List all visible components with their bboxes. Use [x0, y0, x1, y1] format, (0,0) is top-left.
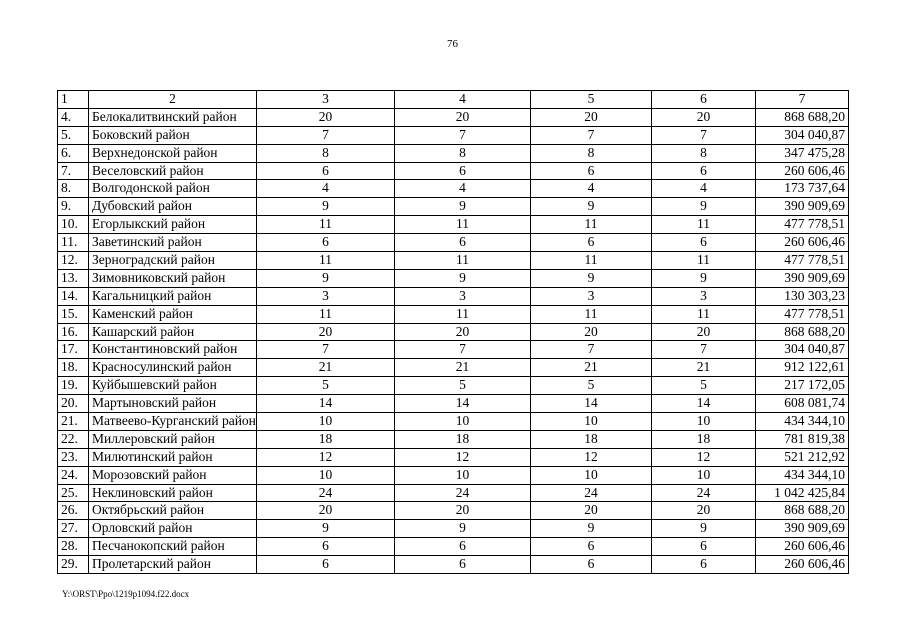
- value-col-3: 7: [257, 341, 395, 359]
- value-col-6: 20: [652, 323, 756, 341]
- value-col-4: 9: [395, 269, 531, 287]
- row-number: 8.: [58, 180, 89, 198]
- value-col-6: 3: [652, 287, 756, 305]
- value-col-4: 6: [395, 538, 531, 556]
- row-number: 11.: [58, 234, 89, 252]
- district-name: Зерноградский район: [89, 252, 257, 270]
- district-name: Орловский район: [89, 520, 257, 538]
- value-col-3: 8: [257, 144, 395, 162]
- value-col-4: 11: [395, 216, 531, 234]
- amount-col-7: 477 778,51: [756, 216, 849, 234]
- value-col-5: 9: [531, 520, 652, 538]
- value-col-6: 14: [652, 395, 756, 413]
- amount-col-7: 390 909,69: [756, 520, 849, 538]
- row-number: 26.: [58, 502, 89, 520]
- district-name: Кашарский район: [89, 323, 257, 341]
- column-number-3: 3: [257, 91, 395, 109]
- value-col-5: 11: [531, 252, 652, 270]
- district-name: Миллеровский район: [89, 430, 257, 448]
- value-col-3: 24: [257, 484, 395, 502]
- district-name: Пролетарский район: [89, 556, 257, 574]
- value-col-6: 6: [652, 162, 756, 180]
- value-col-4: 9: [395, 198, 531, 216]
- district-name: Октябрьский район: [89, 502, 257, 520]
- row-number: 5.: [58, 126, 89, 144]
- table-row: [58, 323, 849, 341]
- value-col-6: 10: [652, 413, 756, 431]
- value-col-5: 21: [531, 359, 652, 377]
- district-name: Куйбышевский район: [89, 377, 257, 395]
- column-number-6: 6: [652, 91, 756, 109]
- row-number: 16.: [58, 323, 89, 341]
- row-number: 21.: [58, 413, 89, 431]
- district-name: Веселовский район: [89, 162, 257, 180]
- table-row: [58, 144, 849, 162]
- table-row: [58, 466, 849, 484]
- value-col-5: 9: [531, 269, 652, 287]
- district-name: Неклиновский район: [89, 484, 257, 502]
- value-col-4: 10: [395, 466, 531, 484]
- value-col-5: 9: [531, 198, 652, 216]
- table-row: [58, 538, 849, 556]
- table-row: [58, 180, 849, 198]
- column-number-4: 4: [395, 91, 531, 109]
- value-col-4: 11: [395, 305, 531, 323]
- value-col-3: 18: [257, 430, 395, 448]
- district-name: Зимовниковский район: [89, 269, 257, 287]
- value-col-4: 3: [395, 287, 531, 305]
- value-col-5: 6: [531, 234, 652, 252]
- table-row: [58, 198, 849, 216]
- value-col-6: 7: [652, 126, 756, 144]
- value-col-3: 5: [257, 377, 395, 395]
- district-table: [57, 90, 849, 574]
- value-col-4: 20: [395, 108, 531, 126]
- amount-col-7: 260 606,46: [756, 234, 849, 252]
- value-col-6: 12: [652, 448, 756, 466]
- row-number: 14.: [58, 287, 89, 305]
- value-col-5: 8: [531, 144, 652, 162]
- value-col-6: 4: [652, 180, 756, 198]
- row-number: 9.: [58, 198, 89, 216]
- value-col-4: 7: [395, 126, 531, 144]
- value-col-5: 3: [531, 287, 652, 305]
- value-col-3: 11: [257, 252, 395, 270]
- value-col-3: 9: [257, 198, 395, 216]
- amount-col-7: 868 688,20: [756, 323, 849, 341]
- value-col-5: 14: [531, 395, 652, 413]
- table-row: [58, 269, 849, 287]
- column-number-7: 7: [756, 91, 849, 109]
- value-col-4: 12: [395, 448, 531, 466]
- value-col-3: 9: [257, 520, 395, 538]
- value-col-5: 12: [531, 448, 652, 466]
- value-col-3: 3: [257, 287, 395, 305]
- amount-col-7: 347 475,28: [756, 144, 849, 162]
- district-name: Константиновский район: [89, 341, 257, 359]
- row-number: 27.: [58, 520, 89, 538]
- value-col-5: 6: [531, 162, 652, 180]
- amount-col-7: 477 778,51: [756, 252, 849, 270]
- value-col-3: 11: [257, 216, 395, 234]
- table-row: [58, 413, 849, 431]
- amount-col-7: 390 909,69: [756, 269, 849, 287]
- value-col-6: 5: [652, 377, 756, 395]
- value-col-3: 6: [257, 538, 395, 556]
- table-row: [58, 341, 849, 359]
- amount-col-7: 304 040,87: [756, 126, 849, 144]
- value-col-6: 11: [652, 305, 756, 323]
- value-col-3: 20: [257, 502, 395, 520]
- value-col-4: 21: [395, 359, 531, 377]
- amount-col-7: 130 303,23: [756, 287, 849, 305]
- table-row: [58, 448, 849, 466]
- row-number: 18.: [58, 359, 89, 377]
- value-col-6: 10: [652, 466, 756, 484]
- value-col-3: 6: [257, 234, 395, 252]
- amount-col-7: 477 778,51: [756, 305, 849, 323]
- value-col-4: 20: [395, 323, 531, 341]
- amount-col-7: 260 606,46: [756, 556, 849, 574]
- value-col-4: 9: [395, 520, 531, 538]
- amount-col-7: 260 606,46: [756, 538, 849, 556]
- table-row: [58, 556, 849, 574]
- table-row: [58, 305, 849, 323]
- value-col-4: 10: [395, 413, 531, 431]
- amount-col-7: 868 688,20: [756, 502, 849, 520]
- value-col-6: 20: [652, 108, 756, 126]
- row-number: 19.: [58, 377, 89, 395]
- amount-col-7: 217 172,05: [756, 377, 849, 395]
- amount-col-7: 390 909,69: [756, 198, 849, 216]
- value-col-5: 10: [531, 466, 652, 484]
- amount-col-7: 260 606,46: [756, 162, 849, 180]
- value-col-5: 6: [531, 538, 652, 556]
- district-name: Волгодонской район: [89, 180, 257, 198]
- row-number: 23.: [58, 448, 89, 466]
- amount-col-7: 608 081,74: [756, 395, 849, 413]
- value-col-5: 4: [531, 180, 652, 198]
- table-row: [58, 162, 849, 180]
- value-col-4: 18: [395, 430, 531, 448]
- row-number: 15.: [58, 305, 89, 323]
- value-col-5: 20: [531, 108, 652, 126]
- amount-col-7: 173 737,64: [756, 180, 849, 198]
- value-col-4: 7: [395, 341, 531, 359]
- value-col-5: 10: [531, 413, 652, 431]
- value-col-6: 6: [652, 556, 756, 574]
- value-col-3: 20: [257, 323, 395, 341]
- value-col-6: 18: [652, 430, 756, 448]
- value-col-6: 20: [652, 502, 756, 520]
- value-col-6: 11: [652, 216, 756, 234]
- column-number-2: 2: [89, 91, 257, 109]
- table-row: [58, 216, 849, 234]
- column-number-5: 5: [531, 91, 652, 109]
- column-number-1: 1: [58, 91, 89, 109]
- value-col-4: 6: [395, 162, 531, 180]
- value-col-3: 4: [257, 180, 395, 198]
- value-col-6: 9: [652, 198, 756, 216]
- district-name: Егорлыкский район: [89, 216, 257, 234]
- row-number: 7.: [58, 162, 89, 180]
- value-col-5: 24: [531, 484, 652, 502]
- district-name: Морозовский район: [89, 466, 257, 484]
- table-body: [58, 91, 849, 574]
- value-col-5: 7: [531, 341, 652, 359]
- value-col-4: 11: [395, 252, 531, 270]
- value-col-3: 12: [257, 448, 395, 466]
- page-number: 76: [447, 38, 458, 50]
- table-row: [58, 234, 849, 252]
- value-col-5: 20: [531, 323, 652, 341]
- amount-col-7: 434 344,10: [756, 466, 849, 484]
- district-name: Боковский район: [89, 126, 257, 144]
- value-col-3: 9: [257, 269, 395, 287]
- amount-col-7: 434 344,10: [756, 413, 849, 431]
- value-col-5: 5: [531, 377, 652, 395]
- footer-file-path: Y:\ORST\Ppo\1219p1094.f22.docx: [62, 589, 190, 599]
- district-name: Матвеево-Курганский район: [89, 413, 257, 431]
- value-col-4: 4: [395, 180, 531, 198]
- value-col-4: 24: [395, 484, 531, 502]
- value-col-6: 9: [652, 269, 756, 287]
- value-col-6: 6: [652, 234, 756, 252]
- table-row: [58, 484, 849, 502]
- row-number: 20.: [58, 395, 89, 413]
- value-col-3: 14: [257, 395, 395, 413]
- value-col-4: 6: [395, 556, 531, 574]
- value-col-4: 14: [395, 395, 531, 413]
- value-col-3: 7: [257, 126, 395, 144]
- table-row: [58, 520, 849, 538]
- value-col-3: 10: [257, 413, 395, 431]
- row-number: 25.: [58, 484, 89, 502]
- value-col-3: 6: [257, 162, 395, 180]
- value-col-6: 8: [652, 144, 756, 162]
- value-col-4: 5: [395, 377, 531, 395]
- amount-col-7: 781 819,38: [756, 430, 849, 448]
- table-row: [58, 502, 849, 520]
- value-col-5: 7: [531, 126, 652, 144]
- row-number: 13.: [58, 269, 89, 287]
- table-row: [58, 126, 849, 144]
- district-name: Дубовский район: [89, 198, 257, 216]
- district-name: Красносулинский район: [89, 359, 257, 377]
- value-col-4: 8: [395, 144, 531, 162]
- district-name: Заветинский район: [89, 234, 257, 252]
- amount-col-7: 1 042 425,84: [756, 484, 849, 502]
- value-col-3: 11: [257, 305, 395, 323]
- table-row: [58, 252, 849, 270]
- value-col-5: 11: [531, 216, 652, 234]
- value-col-6: 11: [652, 252, 756, 270]
- district-name: Каменский район: [89, 305, 257, 323]
- value-col-3: 10: [257, 466, 395, 484]
- value-col-6: 21: [652, 359, 756, 377]
- value-col-6: 24: [652, 484, 756, 502]
- table-row: [58, 395, 849, 413]
- table-row: [58, 377, 849, 395]
- value-col-5: 6: [531, 556, 652, 574]
- row-number: 24.: [58, 466, 89, 484]
- value-col-3: 6: [257, 556, 395, 574]
- district-name: Белокалитвинский район: [89, 108, 257, 126]
- row-number: 6.: [58, 144, 89, 162]
- table-row: [58, 287, 849, 305]
- amount-col-7: 912 122,61: [756, 359, 849, 377]
- row-number: 10.: [58, 216, 89, 234]
- value-col-6: 7: [652, 341, 756, 359]
- amount-col-7: 304 040,87: [756, 341, 849, 359]
- table-row: [58, 430, 849, 448]
- table-row: [58, 359, 849, 377]
- value-col-3: 21: [257, 359, 395, 377]
- value-col-4: 6: [395, 234, 531, 252]
- district-name: Кагальницкий район: [89, 287, 257, 305]
- row-number: 22.: [58, 430, 89, 448]
- row-number: 29.: [58, 556, 89, 574]
- district-name: Верхнедонской район: [89, 144, 257, 162]
- row-number: 17.: [58, 341, 89, 359]
- row-number: 28.: [58, 538, 89, 556]
- row-number: 12.: [58, 252, 89, 270]
- value-col-5: 18: [531, 430, 652, 448]
- value-col-6: 6: [652, 538, 756, 556]
- row-number: 4.: [58, 108, 89, 126]
- district-name: Мартыновский район: [89, 395, 257, 413]
- value-col-3: 20: [257, 108, 395, 126]
- district-name: Песчанокопский район: [89, 538, 257, 556]
- value-col-5: 20: [531, 502, 652, 520]
- column-number-row: [58, 91, 849, 109]
- amount-col-7: 521 212,92: [756, 448, 849, 466]
- value-col-4: 20: [395, 502, 531, 520]
- value-col-6: 9: [652, 520, 756, 538]
- value-col-5: 11: [531, 305, 652, 323]
- table-row: [58, 108, 849, 126]
- amount-col-7: 868 688,20: [756, 108, 849, 126]
- district-name: Милютинский район: [89, 448, 257, 466]
